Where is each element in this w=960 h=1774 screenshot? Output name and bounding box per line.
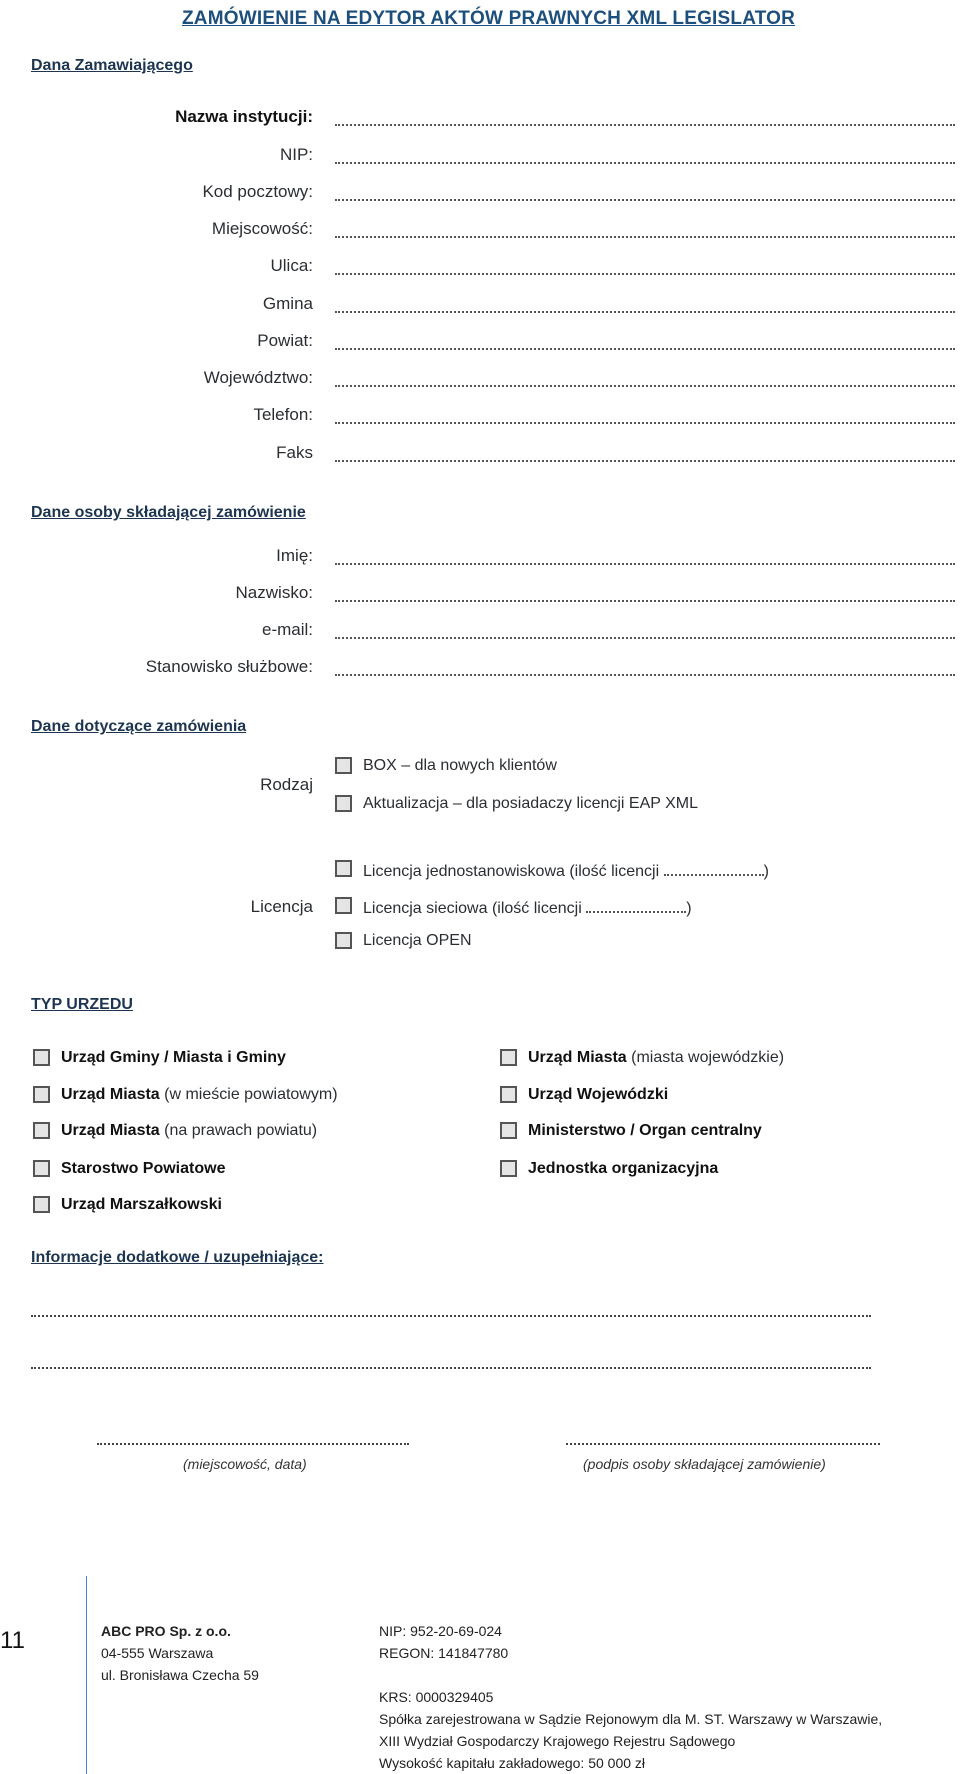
- field-label: Gmina: [262, 294, 313, 313]
- license-count-blank[interactable]: [664, 860, 764, 876]
- field-label: Województwo:: [203, 368, 313, 387]
- option-label: Licencja OPEN: [363, 932, 472, 949]
- field-street[interactable]: [0, 256, 960, 280]
- checkbox[interactable]: [335, 932, 352, 949]
- office-note: (w mieście powiatowym): [159, 1086, 338, 1103]
- fill-in-line[interactable]: [335, 199, 955, 201]
- field-first-name[interactable]: [0, 546, 960, 570]
- client-section-heading: Dana Zamawiającego: [31, 57, 193, 74]
- field-label: e-mail:: [261, 620, 313, 639]
- checkbox[interactable]: [500, 1160, 517, 1177]
- company-address-2: ul. Bronisława Czecha 59: [101, 1667, 259, 1683]
- share-capital: Wysokość kapitału zakładowego: 50 000 zł: [379, 1755, 646, 1771]
- field-label: NIP:: [279, 145, 313, 164]
- field-email[interactable]: [0, 620, 960, 644]
- page-title: ZAMÓWIENIE NA EDYTOR AKTÓW PRAWNYCH XML LEGISLATOR: [182, 8, 796, 29]
- field-fax[interactable]: [0, 443, 960, 467]
- rodzaj-label: Rodzaj: [260, 775, 313, 794]
- field-label: Nazwisko:: [235, 583, 313, 602]
- person-section-heading: Dane osoby składającej zamówienie: [31, 504, 306, 521]
- company-nip: NIP: 952-20-69-024: [379, 1623, 502, 1639]
- field-last-name[interactable]: [0, 583, 960, 607]
- fill-in-line[interactable]: [335, 600, 955, 602]
- field-label: Powiat:: [257, 331, 313, 350]
- checkbox[interactable]: [500, 1049, 517, 1066]
- option-label: Aktualizacja – dla posiadaczy licencji EAP XML: [363, 795, 698, 812]
- checkbox[interactable]: [335, 757, 352, 774]
- office-name: Urząd Wojewódzki: [528, 1086, 669, 1103]
- company-address-1: 04-555 Warszawa: [101, 1645, 214, 1661]
- field-nip[interactable]: [0, 145, 960, 169]
- page-number: 11: [0, 1627, 25, 1654]
- checkbox[interactable]: [33, 1086, 50, 1103]
- fill-in-line[interactable]: [335, 162, 955, 164]
- office-name: Jednostka organizacyjna: [528, 1160, 719, 1177]
- additional-info-heading: Informacje dodatkowe / uzupełniające:: [31, 1249, 324, 1266]
- option-close: ): [686, 900, 692, 917]
- company-name: ABC PRO Sp. z o.o.: [101, 1623, 231, 1639]
- field-label: Nazwa instytucji:: [175, 107, 313, 126]
- field-powiat[interactable]: [0, 331, 960, 355]
- fill-in-line[interactable]: [335, 311, 955, 313]
- field-label: Stanowisko służbowe:: [145, 657, 313, 676]
- office-name: Urząd Miasta: [528, 1049, 627, 1066]
- checkbox[interactable]: [335, 897, 352, 914]
- checkbox[interactable]: [33, 1049, 50, 1066]
- company-regon: REGON: 141847780: [379, 1645, 509, 1661]
- office-name: Urząd Miasta: [61, 1122, 160, 1139]
- footer-divider: [86, 1576, 87, 1774]
- field-city[interactable]: [0, 219, 960, 243]
- office-name: Urząd Gminy / Miasta i Gminy: [61, 1049, 286, 1066]
- office-name: Urząd Miasta: [61, 1086, 160, 1103]
- checkbox[interactable]: [335, 860, 352, 877]
- checkbox[interactable]: [335, 795, 352, 812]
- field-phone[interactable]: [0, 405, 960, 429]
- footer-company-block: [101, 1620, 259, 1686]
- checkbox[interactable]: [33, 1160, 50, 1177]
- fill-in-line[interactable]: [335, 124, 955, 126]
- option-label: Licencja sieciowa (ilość licencji: [363, 900, 582, 917]
- signature-caption: (podpis osoby składającej zamówienie): [583, 1456, 826, 1472]
- fill-in-line[interactable]: [335, 273, 955, 275]
- office-note: (miasta wojewódzkie): [626, 1049, 785, 1066]
- office-name: Urząd Marszałkowski: [61, 1196, 222, 1213]
- additional-info-line-1[interactable]: [31, 1315, 871, 1317]
- fill-in-line[interactable]: [335, 385, 955, 387]
- licencja-label: Licencja: [250, 897, 313, 916]
- court-line-2: XIII Wydział Gospodarczy Krajowego Rejestru Sądowego: [379, 1733, 736, 1749]
- fill-in-line[interactable]: [335, 236, 955, 238]
- office-type-heading: TYP URZEDU: [31, 996, 133, 1013]
- field-voivodeship[interactable]: [0, 368, 960, 392]
- signature-line[interactable]: [566, 1443, 880, 1445]
- field-position[interactable]: [0, 657, 960, 681]
- checkbox[interactable]: [500, 1122, 517, 1139]
- option-label: BOX – dla nowych klientów: [363, 757, 557, 774]
- field-label: Kod pocztowy:: [202, 182, 313, 201]
- footer-registry-block: [379, 1620, 882, 1774]
- field-label: Telefon:: [253, 405, 313, 424]
- place-date-line[interactable]: [97, 1443, 409, 1445]
- field-label: Faks: [276, 443, 313, 462]
- fill-in-line[interactable]: [335, 348, 955, 350]
- field-label: Ulica:: [270, 256, 313, 275]
- office-note: (na prawach powiatu): [159, 1122, 318, 1139]
- checkbox[interactable]: [500, 1086, 517, 1103]
- fill-in-line[interactable]: [335, 460, 955, 462]
- court-line-1: Spółka zarejestrowana w Sądzie Rejonowym dla M. ST. Warszawy w Warszawie,: [379, 1711, 883, 1727]
- place-date-caption: (miejscowość, data): [183, 1456, 307, 1472]
- license-count-blank[interactable]: [586, 897, 686, 913]
- fill-in-line[interactable]: [335, 674, 955, 676]
- field-gmina[interactable]: [0, 294, 960, 318]
- checkbox[interactable]: [33, 1122, 50, 1139]
- field-institution-name[interactable]: [0, 107, 960, 131]
- office-name: Starostwo Powiatowe: [61, 1160, 226, 1177]
- order-section-heading: Dane dotyczące zamówienia: [31, 718, 247, 735]
- additional-info-line-2[interactable]: [31, 1367, 871, 1369]
- office-name: Ministerstwo / Organ centralny: [528, 1122, 762, 1139]
- option-close: ): [763, 863, 769, 880]
- fill-in-line[interactable]: [335, 563, 955, 565]
- company-krs: KRS: 0000329405: [379, 1689, 494, 1705]
- option-label: Licencja jednostanowiskowa (ilość licencji: [363, 863, 660, 880]
- fill-in-line[interactable]: [335, 422, 955, 424]
- checkbox[interactable]: [33, 1196, 50, 1213]
- field-postal-code[interactable]: [0, 182, 960, 206]
- field-label: Miejscowość:: [211, 219, 313, 238]
- fill-in-line[interactable]: [335, 637, 955, 639]
- field-label: Imię:: [276, 546, 313, 565]
